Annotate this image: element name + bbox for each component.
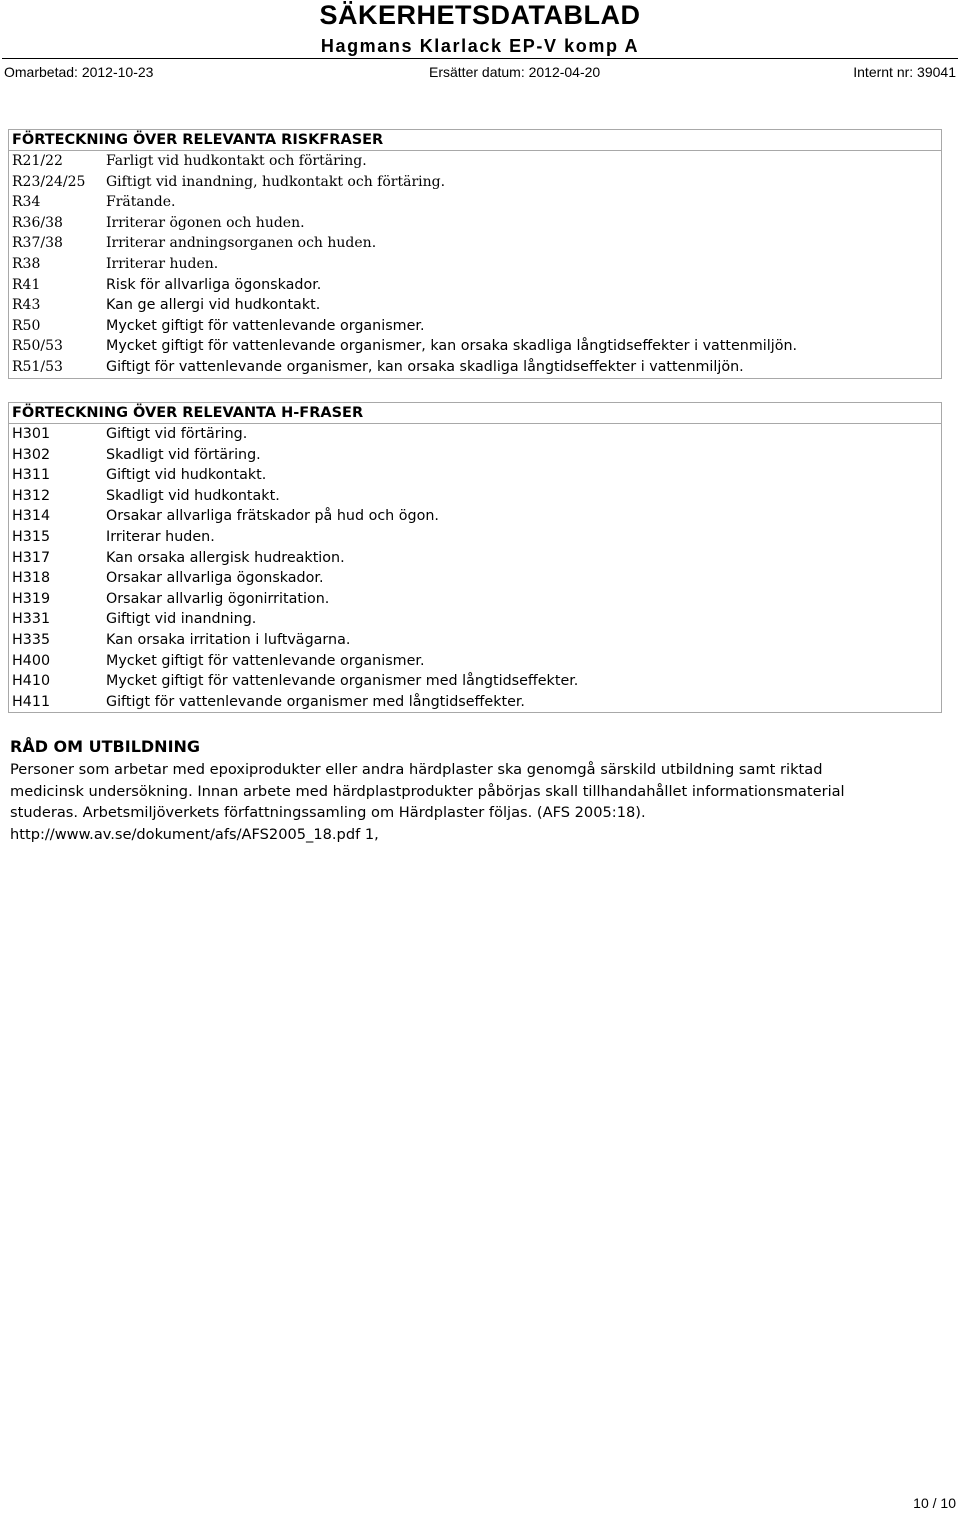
list-item bbox=[9, 692, 941, 713]
phrase-code: H319 bbox=[12, 590, 51, 607]
phrase-code: H411 bbox=[12, 693, 51, 710]
phrase-code: H331 bbox=[12, 611, 51, 628]
list-item bbox=[9, 527, 941, 548]
phrase-text: Irriterar huden. bbox=[106, 255, 219, 272]
r-phrases-section bbox=[8, 129, 942, 379]
list-item bbox=[9, 295, 941, 316]
header-divider bbox=[2, 58, 958, 59]
phrase-text: Kan orsaka allergisk hudreaktion. bbox=[106, 549, 345, 566]
phrase-code: R43 bbox=[12, 297, 41, 314]
training-line: Personer som arbetar med epoxiprodukter eller andra härdplaster ska genomgå särskild utbildning samt riktad bbox=[10, 761, 823, 778]
phrase-text: Skadligt vid hudkontakt. bbox=[106, 487, 280, 504]
phrase-code: R36/38 bbox=[12, 214, 63, 231]
phrase-text: Giftigt vid inandning. bbox=[106, 611, 257, 628]
list-item bbox=[9, 568, 941, 589]
phrase-text: Kan orsaka irritation i luftvägarna. bbox=[106, 631, 351, 648]
phrase-code: H400 bbox=[12, 652, 51, 669]
h-phrases-title: FÖRTECKNING ÖVER RELEVANTA H-FRASER bbox=[9, 403, 941, 424]
phrase-text: Risk för allvarliga ögonskador. bbox=[106, 276, 322, 293]
phrase-code: H314 bbox=[12, 508, 51, 525]
phrase-text: Irriterar andningsorganen och huden. bbox=[106, 235, 377, 252]
phrase-text: Giftigt vid hudkontakt. bbox=[106, 467, 267, 484]
h-phrases-section bbox=[8, 402, 942, 713]
phrase-code: H311 bbox=[12, 467, 51, 484]
phrase-code: R38 bbox=[12, 255, 41, 272]
phrase-code: H315 bbox=[12, 528, 51, 545]
phrase-text: Irriterar ögonen och huden. bbox=[106, 214, 305, 231]
training-line: medicinsk undersökning. Innan arbete med härdplastprodukter påbörjas skall tillhandahållet informationsmaterial bbox=[10, 782, 845, 800]
phrase-code: R34 bbox=[12, 194, 41, 211]
list-item bbox=[9, 151, 941, 172]
replaces-date: Ersätter datum: 2012-04-20 bbox=[429, 64, 601, 80]
phrase-code: H301 bbox=[12, 426, 51, 442]
training-text bbox=[10, 759, 950, 845]
training-line: studeras. Arbetsmiljöverkets författningssamling om Härdplaster följas. (AFS 2005:18). bbox=[10, 804, 646, 821]
product-name: Hagmans Klarlack EP-V komp A bbox=[320, 36, 640, 56]
phrase-text: Kan ge allergi vid hudkontakt. bbox=[106, 297, 321, 314]
list-item bbox=[9, 589, 941, 610]
phrase-text: Giftigt för vattenlevande organismer, kan orsaka skadliga långtidseffekter i vattenmiljön. bbox=[106, 358, 744, 375]
phrase-text: Frätande. bbox=[106, 194, 176, 211]
phrase-code: R21/22 bbox=[12, 153, 63, 169]
phrase-text: Orsakar allvarliga frätskador på hud och ögon. bbox=[106, 508, 439, 525]
list-item bbox=[9, 192, 941, 213]
phrase-code: R37/38 bbox=[12, 235, 63, 252]
phrase-text: Skadligt vid förtäring. bbox=[106, 446, 261, 463]
training-link[interactable]: http://www.av.se/dokument/afs/AFS2005_18.pdf 1, bbox=[10, 825, 379, 843]
list-item bbox=[9, 275, 941, 296]
phrase-code: R23/24/25 bbox=[12, 173, 86, 190]
list-item bbox=[9, 671, 941, 692]
list-item bbox=[9, 609, 941, 630]
list-item bbox=[9, 651, 941, 672]
list-item bbox=[9, 336, 941, 357]
list-item bbox=[9, 172, 941, 193]
phrase-text: Irriterar huden. bbox=[106, 528, 215, 545]
phrase-text: Giftigt för vattenlevande organismer med långtidseffekter. bbox=[106, 693, 525, 710]
list-item bbox=[9, 357, 941, 378]
phrase-text: Orsakar allvarliga ögonskador. bbox=[106, 570, 324, 587]
list-item bbox=[9, 213, 941, 234]
internal-number: Internt nr: 39041 bbox=[853, 64, 956, 80]
phrase-text: Mycket giftigt för vattenlevande organismer med långtidseffekter. bbox=[106, 673, 579, 690]
list-item bbox=[9, 630, 941, 651]
page-number: 10 / 10 bbox=[913, 1495, 956, 1511]
list-item bbox=[9, 548, 941, 569]
phrase-text: Giftigt vid inandning, hudkontakt och förtäring. bbox=[106, 173, 446, 190]
document-title: SÄKERHETSDATABLAD bbox=[319, 0, 641, 30]
phrase-code: H317 bbox=[12, 549, 51, 566]
r-phrases-title: FÖRTECKNING ÖVER RELEVANTA RISKFRASER bbox=[9, 130, 941, 151]
phrase-text: Giftigt vid förtäring. bbox=[106, 426, 248, 442]
list-item bbox=[9, 445, 941, 466]
list-item bbox=[9, 486, 941, 507]
list-item bbox=[9, 254, 941, 275]
phrase-text: Mycket giftigt för vattenlevande organismer, kan orsaka skadliga långtidseffekter i vattenmiljön. bbox=[106, 338, 798, 355]
phrase-code: R50/53 bbox=[12, 338, 63, 355]
phrase-text: Farligt vid hudkontakt och förtäring. bbox=[106, 153, 367, 169]
phrase-code: H302 bbox=[12, 446, 51, 463]
phrase-code: R51/53 bbox=[12, 358, 63, 375]
phrase-text: Mycket giftigt för vattenlevande organismer. bbox=[106, 317, 425, 334]
revised-date: Omarbetad: 2012-10-23 bbox=[4, 64, 154, 80]
phrase-code: H410 bbox=[12, 673, 51, 690]
list-item bbox=[9, 465, 941, 486]
phrase-code: H318 bbox=[12, 570, 51, 587]
list-item bbox=[9, 424, 941, 445]
training-title: RÅD OM UTBILDNING bbox=[10, 737, 201, 756]
phrase-code: H312 bbox=[12, 487, 51, 504]
phrase-text: Mycket giftigt för vattenlevande organismer. bbox=[106, 652, 425, 669]
list-item bbox=[9, 506, 941, 527]
phrase-code: H335 bbox=[12, 631, 51, 648]
phrase-text: Orsakar allvarlig ögonirritation. bbox=[106, 590, 330, 607]
list-item bbox=[9, 316, 941, 337]
list-item bbox=[9, 233, 941, 254]
phrase-code: R41 bbox=[12, 276, 41, 293]
phrase-code: R50 bbox=[12, 317, 41, 334]
